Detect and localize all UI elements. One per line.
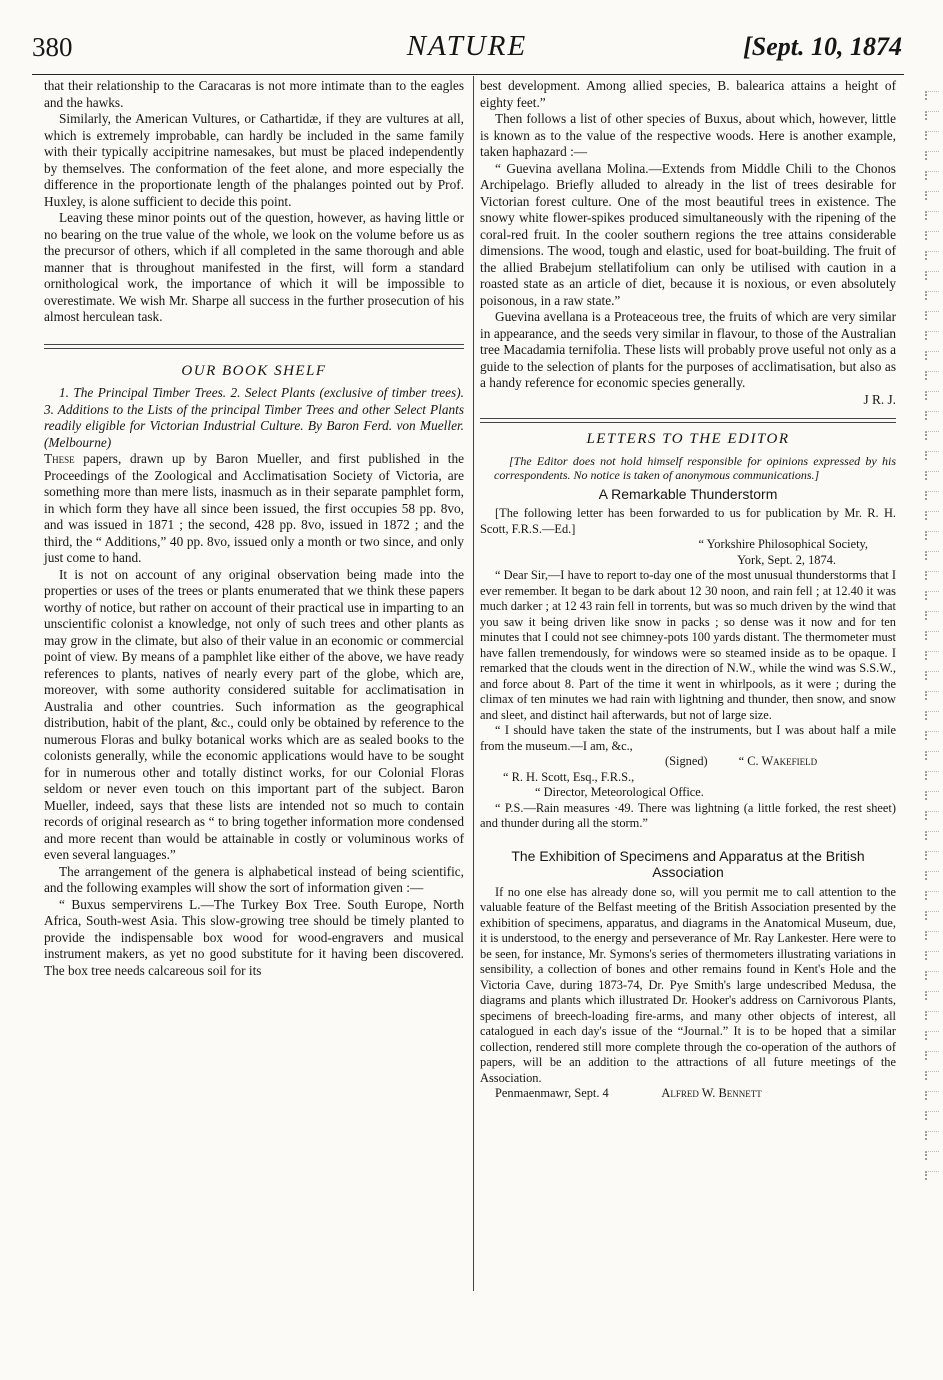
recipient-line: “ Director, Meteorological Office. (535, 785, 704, 799)
quotation: “ Guevina avellana Molina.—Extends from Middle Chili to the Chonos Archipelago. Briefly alluded to already in the list of trees desirable for Victorian forest culture. One of the most beautiful trees in existence. The snowy white flower-spikes produced simultaneously with the ripening of the coral-red fruit. In the cooler southern regions the tree attains considerable dimensions. The wood, tough and elastic, used for boat-building. The fruit of the allied Brabejum stellatifolium can only be utilised with caution in a roasted state as an article of diet, because it is noxious, or even absolutely poisonous, in a raw state.” (480, 160, 896, 308)
signature-name: “ C. Wakefield (738, 754, 818, 768)
author-initials: J R. J. (863, 391, 896, 407)
bleed-through-margin (919, 80, 943, 1230)
section-title: LETTERS TO THE EDITOR (586, 431, 790, 447)
signature-line (480, 754, 896, 770)
paragraph: If no one else has already done so, will you permit me to call attention to the valuable feature of the Belfast meeting of the British Association presented by the exhibition of specimens, apparatus, and diagrams in the Anatomical Museum, due, it is understood, to the energy and perseverance of Mr. Ray Lankester. Here were to be seen, for instance, Mr. Symons's series of thermometers illustrating variations in sensibility, a collection of bones and other remains found in Kent's Hole and the Victoria Cave, during 1873-74, Dr. Pye Smith's large undescribed Medusa, the diagrams and plants which illustrated Dr. Hooker's address on Carnivorous Plants, specimens of breech-loading fire-arms, and many other objects of interest, all catalogued in each day's issue of the “Journal.” It is to be hoped that a similar collection, rendered still more complete through the co-operation of the authors of papers, will be an addition to the attractions of all future meetings of the Association. (480, 884, 896, 1085)
paragraph: The arrangement of the genera is alphabetical instead of being scientific, and the following examples will show the sort of information given :— (44, 863, 464, 895)
section-title: OUR BOOK SHELF (181, 362, 327, 379)
paragraph: best development. Among allied species, B. balearica attains a height of eighty feet.” (480, 78, 896, 110)
issue-date: [Sept. 10, 1874 (743, 32, 902, 61)
paragraph: It is not on account of any original observation being made into the properties or uses of the trees or plants enumerated that we think these papers worthy of notice, but rather on account of their practical use in imparting to an unscientific colonist a knowledge, not only of such trees and other plants as may grow in the climate, but also of their value in an economic or commercial point of view. By means of a pamphlet like either of the above, we have ready references to plants, natives of nearly every part of the globe, which are, moreover, with some authority considered suitable for acclimatisation in Australia and other countries. Such information as the geographical distribution, habit of the plant, &c., could only be obtained by reference to the numerous Floras and bulky botanical works which are as sealed books to the colonists generally, while the economic applications would have to be sought for in numerous other and totally distinct works, for our Colonial Floras seldom or never even touch on this important part of the subject. Baron Mueller, indeed, says that these lists are intended not so much to contain records of original research as “ to bring together information more condensed and more recent than would be attainable in costly or voluminous works of even several languages.” (44, 566, 464, 862)
journal-title: NATURE (406, 30, 528, 62)
letter-title: A Remarkable Thunderstorm (598, 485, 778, 502)
paragraph: Leaving these minor points out of the question, however, as having little or no bearing on the true value of the whole, we look on the volume before us as the precursor of others, which if all completed in the same thorough and able manner that is throughout manifested in the first, will form a standard ornithological work, the importance of which it will be impossible to overestimate. We wish Mr. Sharpe all success in the further prosecution of his almost herculean task. (44, 210, 464, 324)
signature-name: Alfred W. Bennett (661, 1086, 762, 1100)
letter-title: The Exhibition of Specimens and Apparatus at the British Association (511, 847, 865, 880)
letter-body (480, 885, 896, 1102)
lead-word: These (44, 451, 75, 466)
paragraph: Then follows a list of other species of Buxus, about which, however, little is known as to the value of the respective woods. Here is another example, taken haphazard :— (480, 111, 896, 159)
left-column (44, 78, 464, 979)
paragraph (44, 451, 464, 567)
section-divider (480, 418, 896, 423)
paragraph: Similarly, the American Vultures, or Cathartidæ, if they are vultures at all, which is extremely improbable, can hardly be included in the same family with their typically accipitrine namesakes, but must be placed independently by themselves. The conformation of the feet alone, and more especially the difference in the proportionate length of the phalanges pointed out by Prof. Huxley, is alone sufficient to decide this point. (44, 111, 464, 209)
page-header (32, 32, 902, 72)
paragraph-text: papers, drawn up by Baron Mueller, and first published in the Proceedings of the Zoological and Acclimatisation Society of Victoria, are something more than mere lists, inasmuch as in their separate pamphlet form, in which form they have all since been issued, the first occupies 58 pp. 8vo, and was issued in 1871 ; the second, 428 pp. 8vo, issued in 1872 ; and the third, the “ Additions,” 40 pp. 8vo, issued only a month or two since, and only just come to hand. (44, 451, 464, 565)
recipient-line: “ R. H. Scott, Esq., F.R.S., (503, 769, 635, 784)
address-line: York, Sept. 2, 1874. (737, 552, 836, 567)
letter-body (480, 506, 896, 832)
letter-place-date: Penmaenmawr, Sept. 4 (495, 1086, 609, 1100)
editor-note: [The Editor does not hold himself responsible for opinions expressed by his correspondents. No notice is taken of anonymous communications.] (494, 453, 896, 482)
paragraph: “ I should have taken the state of the instruments, but I was about half a mile from the museum.—I am, &c., (480, 723, 896, 753)
signed-label: (Signed) (665, 754, 708, 768)
paragraph: Guevina avellana is a Proteaceous tree, the fruits of which are very similar in appearance, and the seeds very similar in flavour, to those of the Australian tree Macadamia ternifolia. These lists will probably prove useful not only as a guide to the selection of plants for the purposes of acclimatisation, but also as a handy reference for economic species generally. (480, 309, 896, 390)
right-column (480, 78, 896, 1102)
header-rule (32, 74, 904, 75)
address-line: “ Yorkshire Philosophical Society, (698, 537, 868, 551)
section-divider (44, 344, 464, 349)
paragraph: that their relationship to the Caracaras is not more intimate than to the eagles and the hawks. (44, 78, 464, 110)
signature-line (480, 1086, 896, 1102)
book-title: 1. The Principal Timber Trees. 2. Select Plants (exclusive of timber trees). 3. Additions to the Lists of the principal Timber Trees and other Select Plants readily eligible for Victorian Industrial Culture. By Baron Ferd. von Mueller. (Melbourne) (44, 385, 464, 450)
postscript: “ P.S.—Rain measures ·49. There was lightning (a little forked, the rest sheet) and thunder during all the storm.” (480, 800, 896, 830)
column-rule (473, 76, 474, 1291)
paragraph: [The following letter has been forwarded to us for publication by Mr. R. H. Scott, F.R.S.—Ed.] (480, 506, 896, 536)
paragraph: “ Buxus sempervirens L.—The Turkey Box Tree. South Europe, North Africa, South-west Asia. This slow-growing tree should be timely planted to provide the indispensable box wood for wood-engravers and musical instrument makers, as yet no good substitute for it having been discovered. The box tree needs calcareous soil for its (44, 896, 464, 978)
page-number: 380 (32, 32, 73, 62)
paragraph: “ Dear Sir,—I have to report to-day one of the most unusual thunderstorms that I ever remember. It began to be dark about 12 30 noon, and rain fell ; at 12.40 it was much darker ; at 12 43 rain fell in torrents, but was so much driven by the wind that you saw it being driven like snow in packs ; so dense was it now and for ten minutes that I could not see chimney-pots 100 yards distant. The thermometer must have fallen tremendously, for windows were so steamed inside as to be opaque. I remarked that the clouds went in the direction of N.W., while the wind was S.S.W., and force about 8. Part of the time it went in whirlpools, as it were ; during the climax of ten minutes we had rain with lightning and thunder, then snow, and snow and sleet, and distinct hail afterwards, but not of large size. (480, 568, 896, 722)
